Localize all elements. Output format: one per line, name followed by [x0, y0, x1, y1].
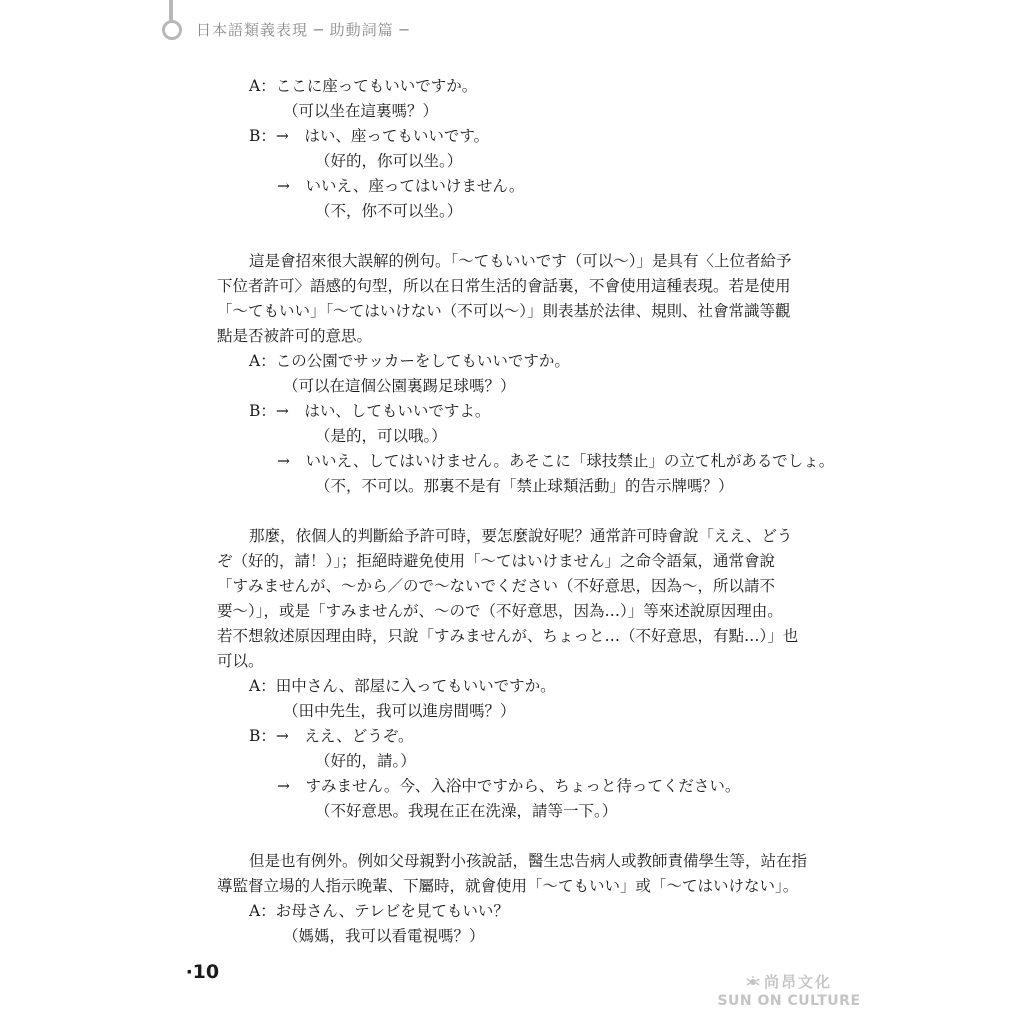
header-decoration-ring-icon	[162, 20, 182, 40]
publisher-logo	[704, 972, 874, 1010]
paragraph-gap	[217, 824, 817, 849]
text-line: （可以坐在這裏嗎？）	[283, 102, 439, 120]
text-line: 可以。	[217, 652, 264, 670]
publisher-name-chinese	[704, 972, 874, 992]
text-line: B：→ はい、座ってもいいです。	[249, 127, 490, 145]
text-line: 要～）」，或是「すみませんが、～ので（不好意思，因為…）」等來述說原因理由。	[217, 602, 783, 620]
publisher-name-english: SUN ON CULTURE	[717, 993, 861, 1009]
text-line: （好的，你可以坐。）	[315, 152, 463, 170]
publisher-name-chinese-text: 尚昂文化	[763, 973, 832, 991]
text-line: A：お母さん、テレビを見てもいい？	[249, 902, 509, 920]
text-line: B：→ はい、してもいいですよ。	[249, 402, 491, 420]
page-number: ‧10	[186, 961, 220, 983]
header-title: 日本語類義表現 ─ 助動詞篇 ─	[196, 21, 410, 39]
header-decoration-stem	[169, 0, 173, 22]
text-line: （是的，可以哦。）	[315, 427, 447, 445]
text-line: 這是會招來很大誤解的例句。「～てもいいです（可以～）」是具有〈上位者給予	[249, 252, 792, 270]
text-line: （媽媽，我可以看電視嗎？）	[283, 927, 485, 945]
paragraph-gap	[217, 499, 817, 524]
paragraph-gap	[217, 224, 817, 249]
text-line: 「～てもいい」「～てはいけない（不可以～）」則表基於法律、規則、社會常識等觀	[217, 302, 791, 320]
text-line: A：この公園でサッカーをしてもいいですか。	[249, 352, 570, 370]
text-line: 但是也有例外。例如父母親對小孩說話，醫生忠告病人或教師責備學生等，站在指	[249, 852, 808, 870]
text-line: 「すみませんが、～から／ので～ないでください（不好意思，因為～，所以請不	[217, 577, 776, 595]
text-line: B：→ ええ、どうぞ。	[249, 727, 414, 745]
text-line: A：ここに座ってもいいですか。	[249, 77, 478, 95]
text-line: （田中先生，我可以進房間嗎？）	[283, 702, 516, 720]
text-line: 若不想敘述原因理由時，只說「すみませんが、ちょっと…（不好意思，有點…）」也	[217, 627, 799, 645]
text-line: → いいえ、座ってはいけません。	[277, 177, 525, 195]
text-line: 下位者許可〉語感的句型，所以在日常生活的會話裏，不會使用這種表現。若是使用	[217, 277, 791, 295]
text-line: ぞ（好的，請！）」；拒絕時避免使用「～てはいけません」之命令語氣，通常會說	[217, 552, 776, 570]
page-body	[217, 74, 835, 949]
text-line: → すみません。今、入浴中ですから、ちょっと待ってください。	[277, 777, 741, 795]
text-line: （可以在這個公園裏踢足球嗎？）	[283, 377, 516, 395]
text-line: A：田中さん、部屋に入ってもいいですか。	[249, 677, 556, 695]
text-line: （不，不可以。那裏不是有「禁止球類活動」的告示牌嗎？）	[315, 477, 734, 495]
text-line: 導監督立場的人指示晚輩、下屬時，就會使用「～てもいい」或「～てはいけない」。	[217, 877, 799, 895]
text-line: → いいえ、してはいけません。あそこに「球技禁止」の立て札があるでしょ。	[277, 452, 835, 470]
publisher-emblem-icon	[746, 976, 760, 988]
text-line: 那麼，依個人的判斷給予許可時，要怎麼說好呢？通常許可時會說「ええ、どう	[249, 527, 793, 545]
text-line: 點是否被許可的意思。	[217, 327, 373, 345]
text-line: （不，你不可以坐。）	[315, 202, 463, 220]
running-header	[162, 0, 762, 44]
text-line: （不好意思。我現在正在洗澡，請等一下。）	[315, 802, 618, 820]
text-line: （好的，請。）	[315, 752, 416, 770]
